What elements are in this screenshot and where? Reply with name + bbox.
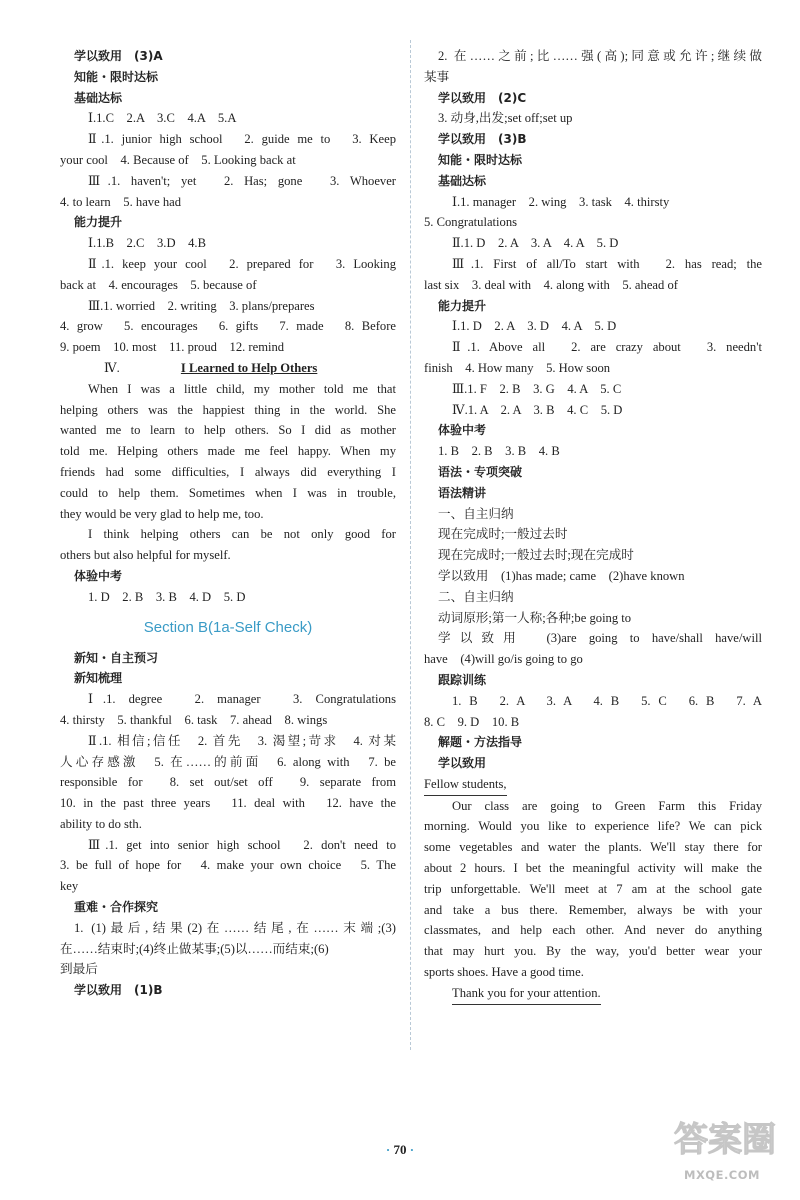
answer-line: 能力提升 xyxy=(74,215,123,230)
right-column xyxy=(424,46,762,1005)
letter-line: sports shoes. Have a good time. xyxy=(424,965,584,980)
answer-line: 知能・限时达标 xyxy=(438,152,523,167)
answers-section-a-part1 xyxy=(60,46,396,358)
answer-line: 学以致用 (1)B xyxy=(74,983,163,998)
answer-line: 语法・专项突破 xyxy=(438,464,523,479)
left-column xyxy=(60,46,396,1001)
essay-heading xyxy=(60,358,396,379)
page-number: · 70 · xyxy=(385,1142,415,1157)
answer-line: 现在完成时;一般过去时;现在完成时 xyxy=(438,548,634,563)
answer-line: responsible for 8. set out/set off 9. separate from xyxy=(60,775,396,790)
answer-line: 一、自主归纳 xyxy=(438,506,514,521)
essay-title: I Learned to Help Others xyxy=(180,360,318,375)
answer-line: 9. poem 10. most 11. proud 12. remind xyxy=(60,340,285,355)
essay-line: friends had some difficulties, I always did everything I xyxy=(60,464,396,479)
letter-line: classmates, and help each other. And never do anything xyxy=(424,923,762,938)
answer-line: 1. B 2. B 3. B 4. B xyxy=(438,444,560,459)
letter-body xyxy=(424,796,762,983)
answer-line: 10. in the past three years 11. deal with 12. have the xyxy=(60,796,396,811)
letter-line: and take a bus there. Remember, always be with your xyxy=(424,902,762,917)
letter-line: some vegetables and water the plants. We'll stay there for xyxy=(424,840,762,855)
answer-line: Ⅱ.1. 相信;信任 2. 首先 3. 渴望;苛求 4. 对某 xyxy=(88,733,396,748)
answer-line: Ⅰ.1.C 2.A 3.C 4.A 5.A xyxy=(88,111,237,126)
answer-line: 动词原形;第一人称;各种;be going to xyxy=(438,610,632,625)
answer-line: Ⅱ.1. keep your cool 2. prepared for 3. Looking xyxy=(88,256,396,271)
essay-body xyxy=(60,379,396,566)
essay-line: wanted me to learn to help others. So I did as mother xyxy=(60,423,396,438)
answer-line: Ⅲ.1. worried 2. writing 3. plans/prepares xyxy=(88,298,315,313)
answer-line: 1. B 2. A 3. A 4. B 5. C 6. B 7. A xyxy=(452,693,762,708)
essay-line: others but also helpful for myself. xyxy=(60,548,231,563)
answer-line: key xyxy=(60,879,79,894)
essay-line: helping others was the happiest thing in the world. She xyxy=(60,402,396,417)
answer-line: 8. C 9. D 10. B xyxy=(424,714,520,729)
answer-line: 学以致用 (3)are going to have/shall have/will xyxy=(438,631,762,646)
letter-line: trip unforgettable. We'll meet at 7 am at the school gate xyxy=(424,881,762,896)
answer-line: 语法精讲 xyxy=(438,485,487,500)
answer-line: 能力提升 xyxy=(438,298,487,313)
answer-line: Ⅱ.1. D 2. A 3. A 4. A 5. D xyxy=(452,236,619,251)
section-title: Section B(1a-Self Check) xyxy=(143,618,313,636)
answers-section-b-part2 xyxy=(424,46,762,774)
answer-line: 体验中考 xyxy=(438,423,487,438)
answer-line: 基础达标 xyxy=(74,90,123,105)
answer-line: 1. D 2. B 3. B 4. D 5. D xyxy=(88,589,246,604)
answer-line: 学以致用 (3)A xyxy=(74,49,163,63)
answer-line: back at 4. encourages 5. because of xyxy=(60,277,257,292)
answer-line: 新知・自主预习 xyxy=(74,650,159,665)
answer-line: Ⅰ.1.B 2.C 3.D 4.B xyxy=(88,236,206,251)
column-divider xyxy=(410,40,411,1050)
answer-line: Ⅱ.1. Above all 2. are crazy about 3. needn't xyxy=(452,340,762,355)
answer-line: 解题・方法指导 xyxy=(438,735,523,750)
answer-line: 到最后 xyxy=(60,962,98,977)
answer-line: 3. be full of hope for 4. make your own choice 5. The xyxy=(60,858,396,873)
answer-line: 二、自主归纳 xyxy=(438,589,514,604)
answer-line: 学以致用 (3)B xyxy=(438,132,527,147)
answer-line: Ⅰ.1. degree 2. manager 3. Congratulations xyxy=(88,692,396,707)
answer-line: Ⅰ.1. manager 2. wing 3. task 4. thirsty xyxy=(452,194,670,209)
watermark-url: MXQE.COM xyxy=(684,1168,760,1182)
answer-line: 1. (1)最后,结果(2)在……结尾,在……末端;(3) xyxy=(74,920,396,935)
watermark-glyph: 答案圈 xyxy=(674,1120,776,1160)
watermark-logo xyxy=(666,1108,790,1194)
letter-closing: Thank you for your attention. xyxy=(424,983,762,1005)
answer-line: Ⅱ.1. junior high school 2. guide me to 3. Keep xyxy=(88,132,396,147)
answer-line: 学以致用 (1)has made; came (2)have known xyxy=(438,568,685,583)
answer-line: 现在完成时;一般过去时 xyxy=(438,527,568,542)
essay-number: Ⅳ. xyxy=(104,360,120,375)
answer-line: ability to do sth. xyxy=(60,816,142,831)
answer-line: Ⅰ.1. D 2. A 3. D 4. A 5. D xyxy=(452,319,617,334)
letter-line: Our class are going to Green Farm this Friday xyxy=(452,798,762,813)
essay-line: could to help them. Sometimes when I was in trouble, xyxy=(60,485,396,500)
answer-line: 人心存感激 5. 在……的前面 6. along with 7. be xyxy=(60,754,396,769)
answer-line: your cool 4. Because of 5. Looking back at xyxy=(60,152,296,167)
answers-section-a-exam xyxy=(60,566,396,608)
answer-line: last six 3. deal with 4. along with 5. ahead of xyxy=(424,277,678,292)
essay-line: told me. Helping others made me feel happy. When my xyxy=(60,444,396,459)
letter-line: about 2 hours. I bet the meaningful activity will make the xyxy=(424,861,762,876)
answer-line: 2. 在……之前;比……强(高);同意或允许;继续做 xyxy=(438,49,762,63)
answer-line: 学以致用 xyxy=(438,756,487,771)
answer-line: 基础达标 xyxy=(438,173,487,188)
answer-line: Ⅲ.1. haven't; yet 2. Has; gone 3. Whoever xyxy=(88,173,396,188)
answer-line: 在……结束时;(4)终止做某事;(5)以……而结束;(6) xyxy=(60,941,329,956)
answers-section-b-part1 xyxy=(60,648,396,1002)
essay-line: they would be very glad to help me, too. xyxy=(60,506,264,521)
essay-line: When I was a little child, my mother told me that xyxy=(88,381,396,396)
answer-line: 3. 动身,出发;set off;set up xyxy=(438,111,573,126)
answer-line: 新知梳理 xyxy=(74,671,123,686)
answer-line: 某事 xyxy=(424,69,450,84)
letter-line: that may hurt you. By the way, you'd better wear your xyxy=(424,944,762,959)
letter-salutation: Fellow students, xyxy=(424,774,762,796)
answer-line: finish 4. How many 5. How soon xyxy=(424,360,611,375)
answer-line: 4. to learn 5. have had xyxy=(60,194,181,209)
answer-line: 4. grow 5. encourages 6. gifts 7. made 8. Before xyxy=(60,319,396,334)
answer-line: Ⅲ.1. First of all/To start with 2. has read; the xyxy=(452,256,762,271)
answer-line: 重难・合作探究 xyxy=(74,900,159,915)
page-number-value: 70 xyxy=(393,1142,407,1157)
answer-line: Ⅲ.1. F 2. B 3. G 4. A 5. C xyxy=(452,381,622,396)
answer-line: 4. thirsty 5. thankful 6. task 7. ahead 8. wings xyxy=(60,712,328,727)
answer-line: 跟踪训练 xyxy=(438,672,487,687)
letter-line: morning. Would you like to experience life? We can pick xyxy=(424,819,762,834)
answer-line: 体验中考 xyxy=(74,568,123,583)
answer-line: 学以致用 (2)C xyxy=(438,90,527,105)
essay-line: I think helping others can be not only good for xyxy=(88,527,396,542)
answer-line: 知能・限时达标 xyxy=(74,69,159,84)
answer-line: Ⅲ.1. get into senior high school 2. don't need to xyxy=(88,837,396,852)
answer-line: 5. Congratulations xyxy=(424,215,518,230)
answer-line: Ⅳ.1. A 2. A 3. B 4. C 5. D xyxy=(452,402,623,417)
answer-line: have (4)will go/is going to go xyxy=(424,652,583,667)
